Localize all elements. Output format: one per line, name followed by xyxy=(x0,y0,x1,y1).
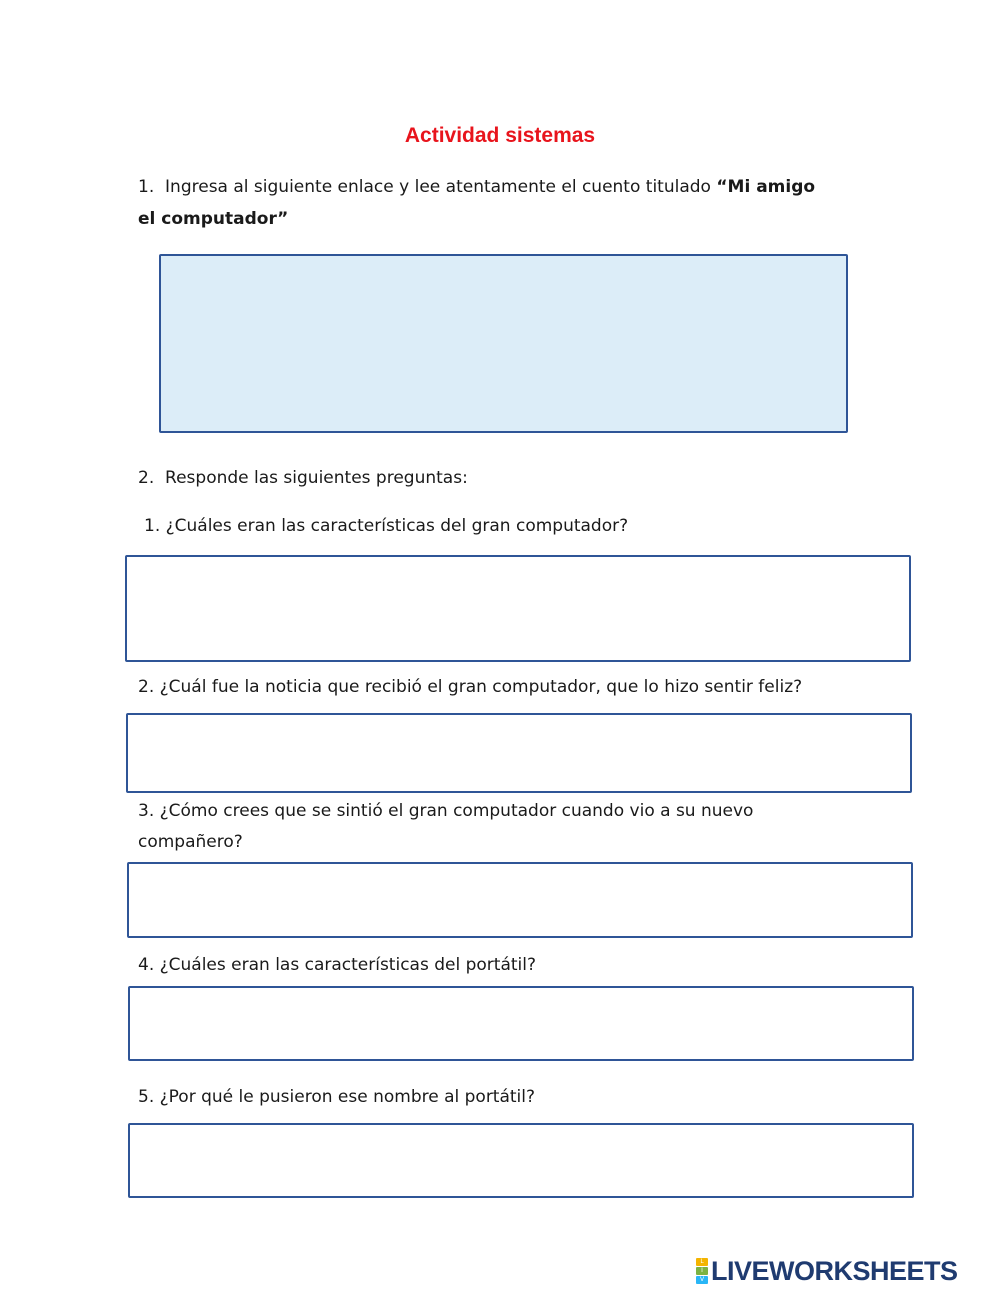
answer-input-4[interactable] xyxy=(128,986,914,1061)
question-3-label-line-2: compañero? xyxy=(138,832,243,852)
question-4-label: 4. ¿Cuáles eran las características del portátil? xyxy=(138,955,536,975)
instruction-1-line-1 xyxy=(138,171,815,203)
answer-input-1[interactable] xyxy=(125,555,911,662)
instruction-2-number: 2. xyxy=(138,468,155,488)
question-5-label: 5. ¿Por qué le pusieron ese nombre al portátil? xyxy=(138,1087,536,1107)
question-3-label-line-1: 3. ¿Cómo crees que se sintió el gran computador cuando vio a su nuevo xyxy=(138,801,754,821)
instruction-2-text: Responde las siguientes preguntas: xyxy=(165,468,468,488)
question-2-label: 2. ¿Cuál fue la noticia que recibió el gran computador, que lo hizo sentir feliz? xyxy=(138,677,803,697)
liveworksheets-logo xyxy=(696,1254,958,1288)
instruction-1-text: Ingresa al siguiente enlace y lee atentamente el cuento titulado xyxy=(165,177,711,197)
logo-square-l: L xyxy=(696,1258,708,1266)
answer-input-2[interactable] xyxy=(126,713,912,793)
instruction-1-line-2 xyxy=(138,203,288,235)
instruction-1-number: 1. xyxy=(138,177,155,197)
logo-text: LIVEWORKSHEETS xyxy=(711,1255,958,1286)
logo-squares-icon xyxy=(696,1258,708,1284)
logo-square-i: I xyxy=(696,1267,708,1275)
story-title-part-2: el computador xyxy=(138,209,278,229)
story-title-part-1: “Mi amigo xyxy=(716,177,816,197)
answer-input-3[interactable] xyxy=(127,862,913,938)
story-link-box[interactable] xyxy=(159,254,848,433)
instruction-2 xyxy=(138,462,468,494)
answer-input-5[interactable] xyxy=(128,1123,914,1198)
logo-square-v: V xyxy=(696,1276,708,1284)
worksheet-title: Actividad sistemas xyxy=(404,124,596,147)
story-title-closing-quote: ” xyxy=(277,209,289,229)
question-1-label: 1. ¿Cuáles eran las características del gran computador? xyxy=(144,516,629,536)
